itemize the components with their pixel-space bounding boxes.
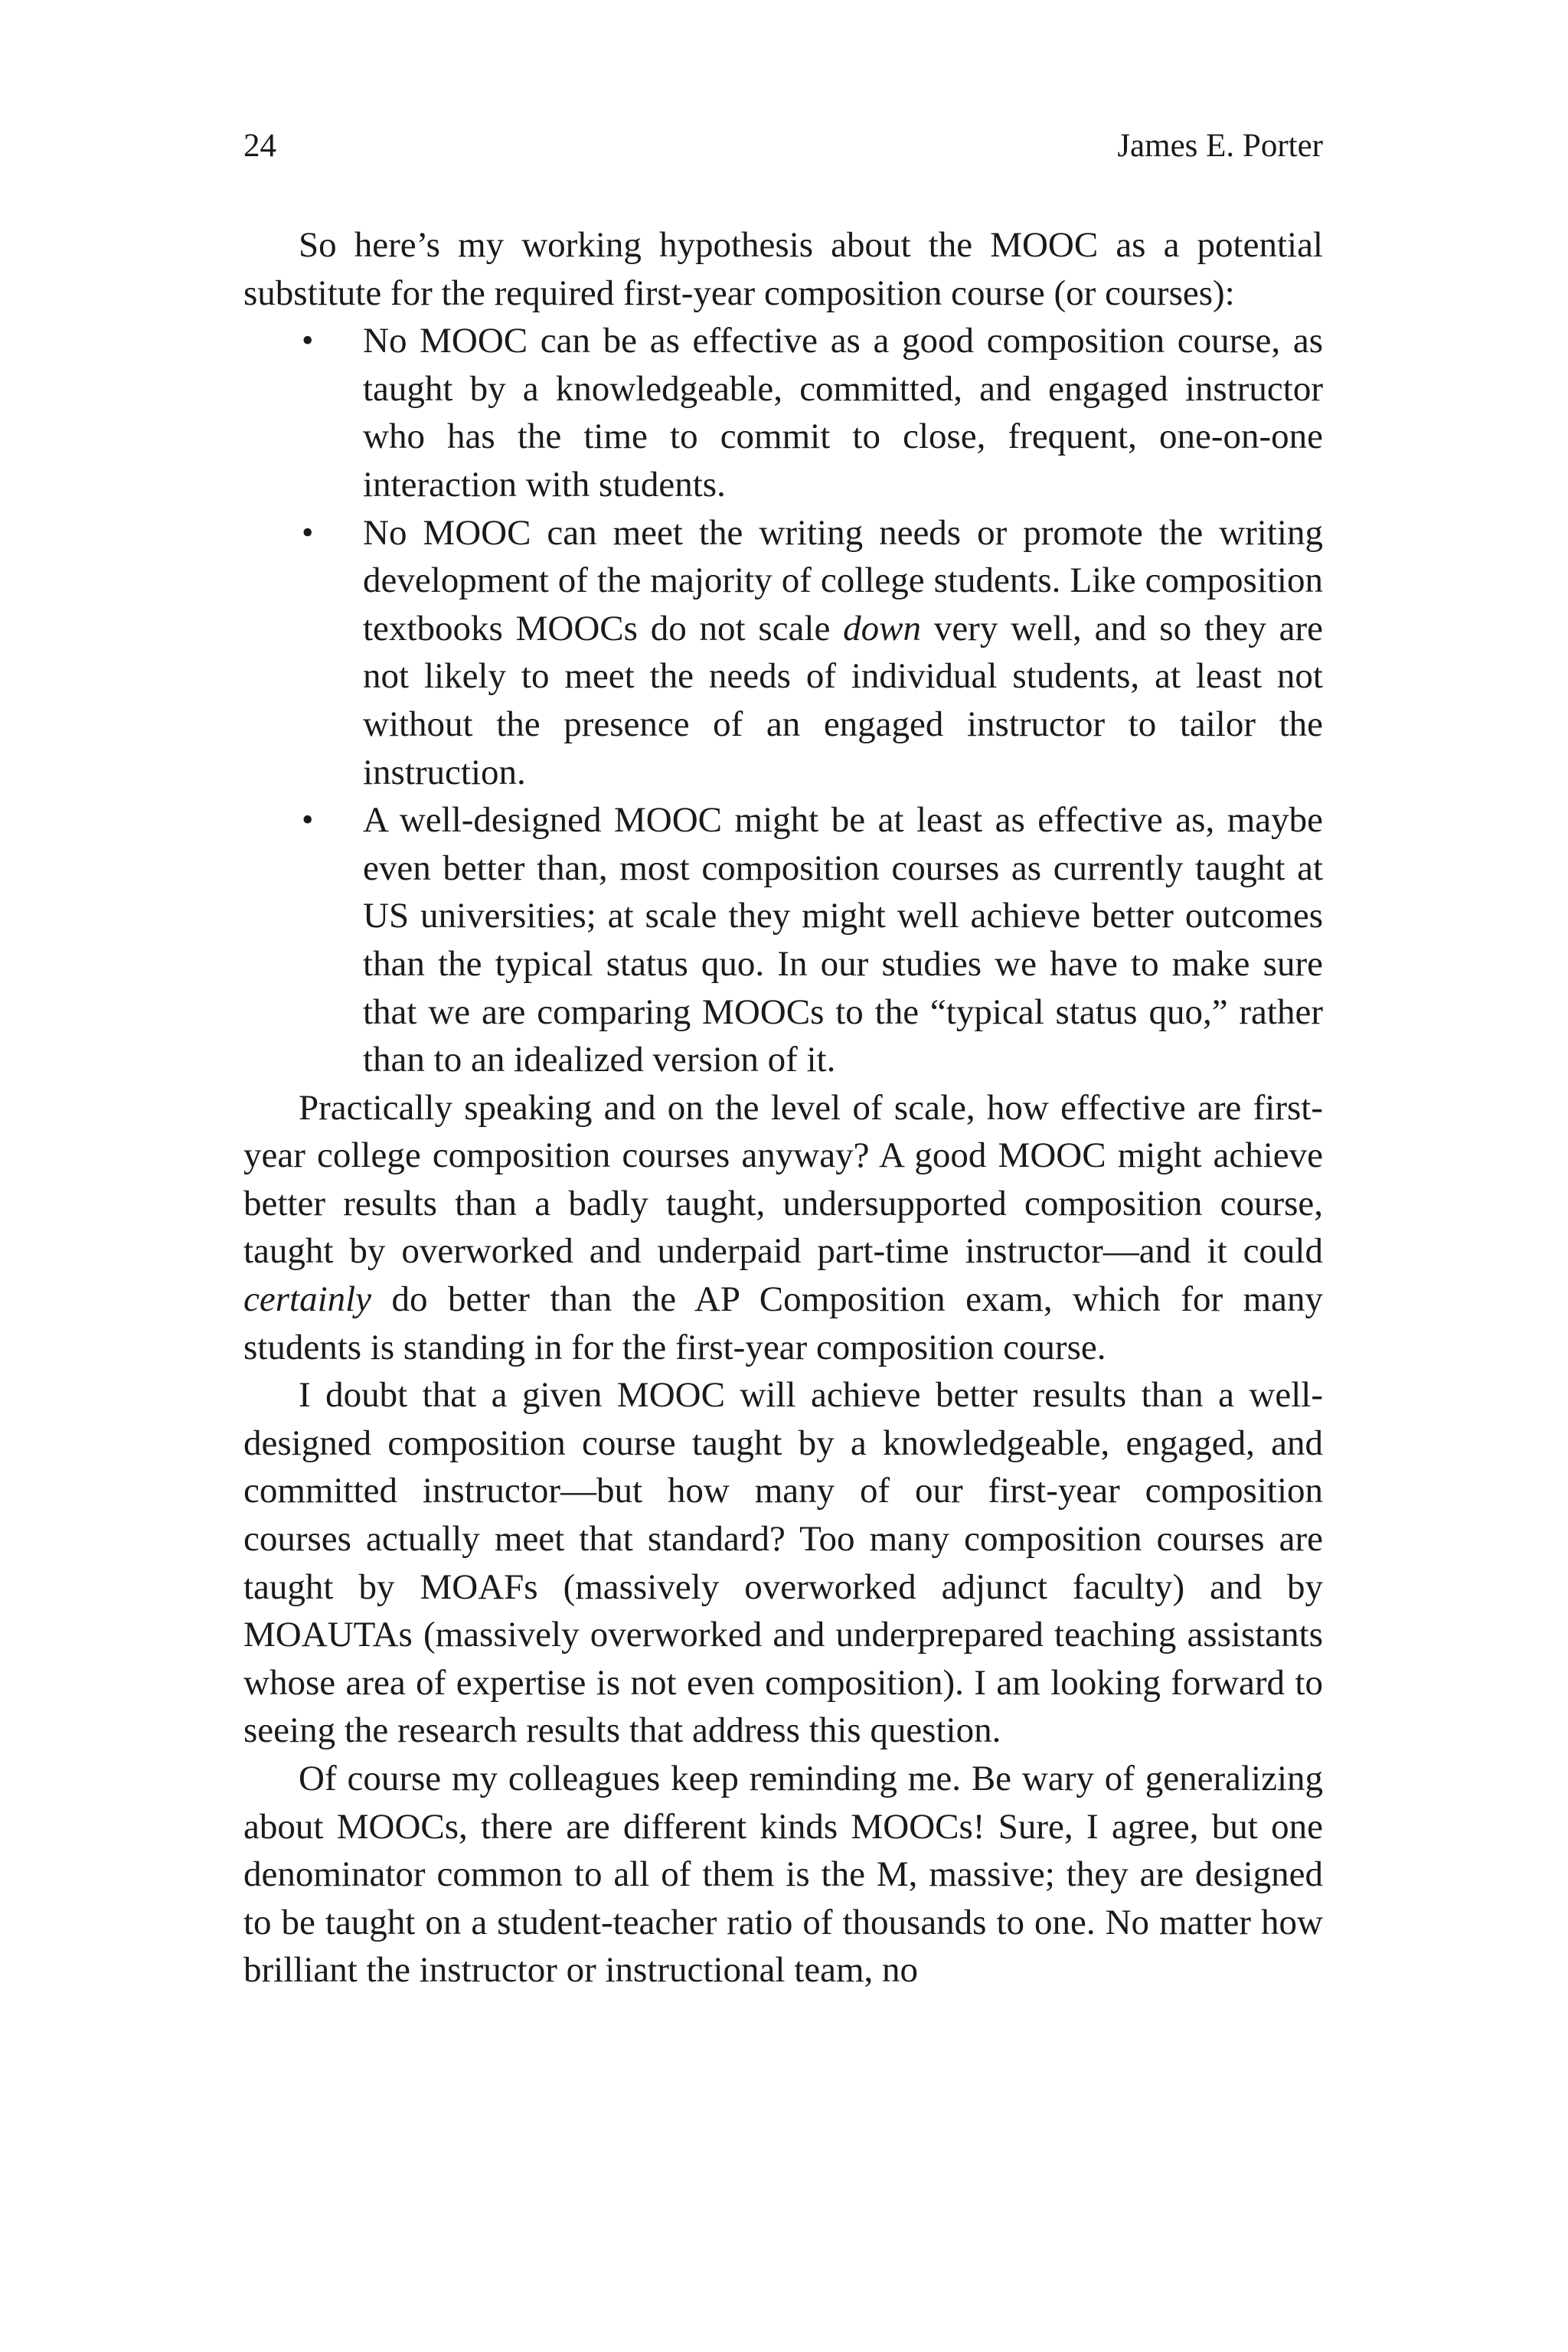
body-paragraph: I doubt that a given MOOC will achieve better results than a well-designed composition course taught by a knowledgeable, engaged, and committed instructor—but how many of our first-year composition courses actually meet that standard? Too many composition courses are taught by MOAFs (massively overworked adjunct faculty) and by MOAUTAs (massively overworked and underprepared teaching assistants whose area of expertise is not even composition). I am looking forward to seeing the research results that address this question. bbox=[243, 1375, 1323, 1751]
list-item-text: A well-designed MOOC might be at least as effective as, maybe even better than, most composition courses as currently taught at US universities; at scale they might well achieve better outcomes than the typical status quo. In our studies we have to make sure that we are comparing MOOCs to the “typical status quo,” rather than to an idealized version of it. bbox=[363, 800, 1323, 1080]
list-item-text: No MOOC can be as effective as a good composition course, as taught by a knowledgeable, committed, and engaged instructor who has the time to commit to close, frequent, one-on-one interaction with students. bbox=[363, 321, 1323, 505]
list-item bbox=[302, 509, 1323, 797]
intro-paragraph: So here’s my working hypothesis about the MOOC as a potential substitute for the required first-year composition course (or courses): bbox=[243, 225, 1323, 313]
book-page bbox=[243, 126, 1323, 1994]
running-head bbox=[243, 126, 1323, 166]
bullet-icon: • bbox=[302, 801, 314, 839]
running-head-author: James E. Porter bbox=[1117, 128, 1323, 164]
list-item-text: No MOOC can meet the writing needs or promote the writing development of the majority of college students. Like composition textbooks MOOCs do not scale bbox=[363, 512, 1323, 648]
list-item bbox=[302, 796, 1323, 1084]
emphasis: down bbox=[843, 608, 921, 648]
bullet-icon: • bbox=[302, 513, 314, 551]
hypothesis-list bbox=[243, 317, 1323, 1084]
body-paragraph: Of course my colleagues keep reminding me. Be wary of generalizing about MOOCs, there are different kinds MOOCs! Sure, I agree, but one denominator common to all of them is the M, massive; they are designed to be taught on a student-teacher ratio of thousands to one. No matter how brilliant the instructor or instructional team, no bbox=[243, 1759, 1323, 1991]
bullet-icon: • bbox=[302, 322, 314, 360]
list-item bbox=[302, 317, 1323, 508]
body-text bbox=[243, 221, 1323, 1994]
paragraph-text: Practically speaking and on the level of scale, how effective are first-year college composition courses anyway? A good MOOC might achieve better results than a badly taught, undersupported composition course, taught by overworked and underpaid part-time instructor—and it could bbox=[243, 1087, 1323, 1272]
body-paragraph bbox=[243, 1084, 1323, 1372]
paragraph-text: do better than the AP Composition exam, which for many students is standing in for the first-year composition course. bbox=[243, 1279, 1323, 1367]
list-item-text: very well, and so they are not likely to meet the needs of individual students, at least not without the presence of an engaged instructor to tailor the instruction. bbox=[363, 608, 1323, 792]
emphasis: certainly bbox=[243, 1279, 372, 1320]
page-number: 24 bbox=[243, 128, 276, 164]
